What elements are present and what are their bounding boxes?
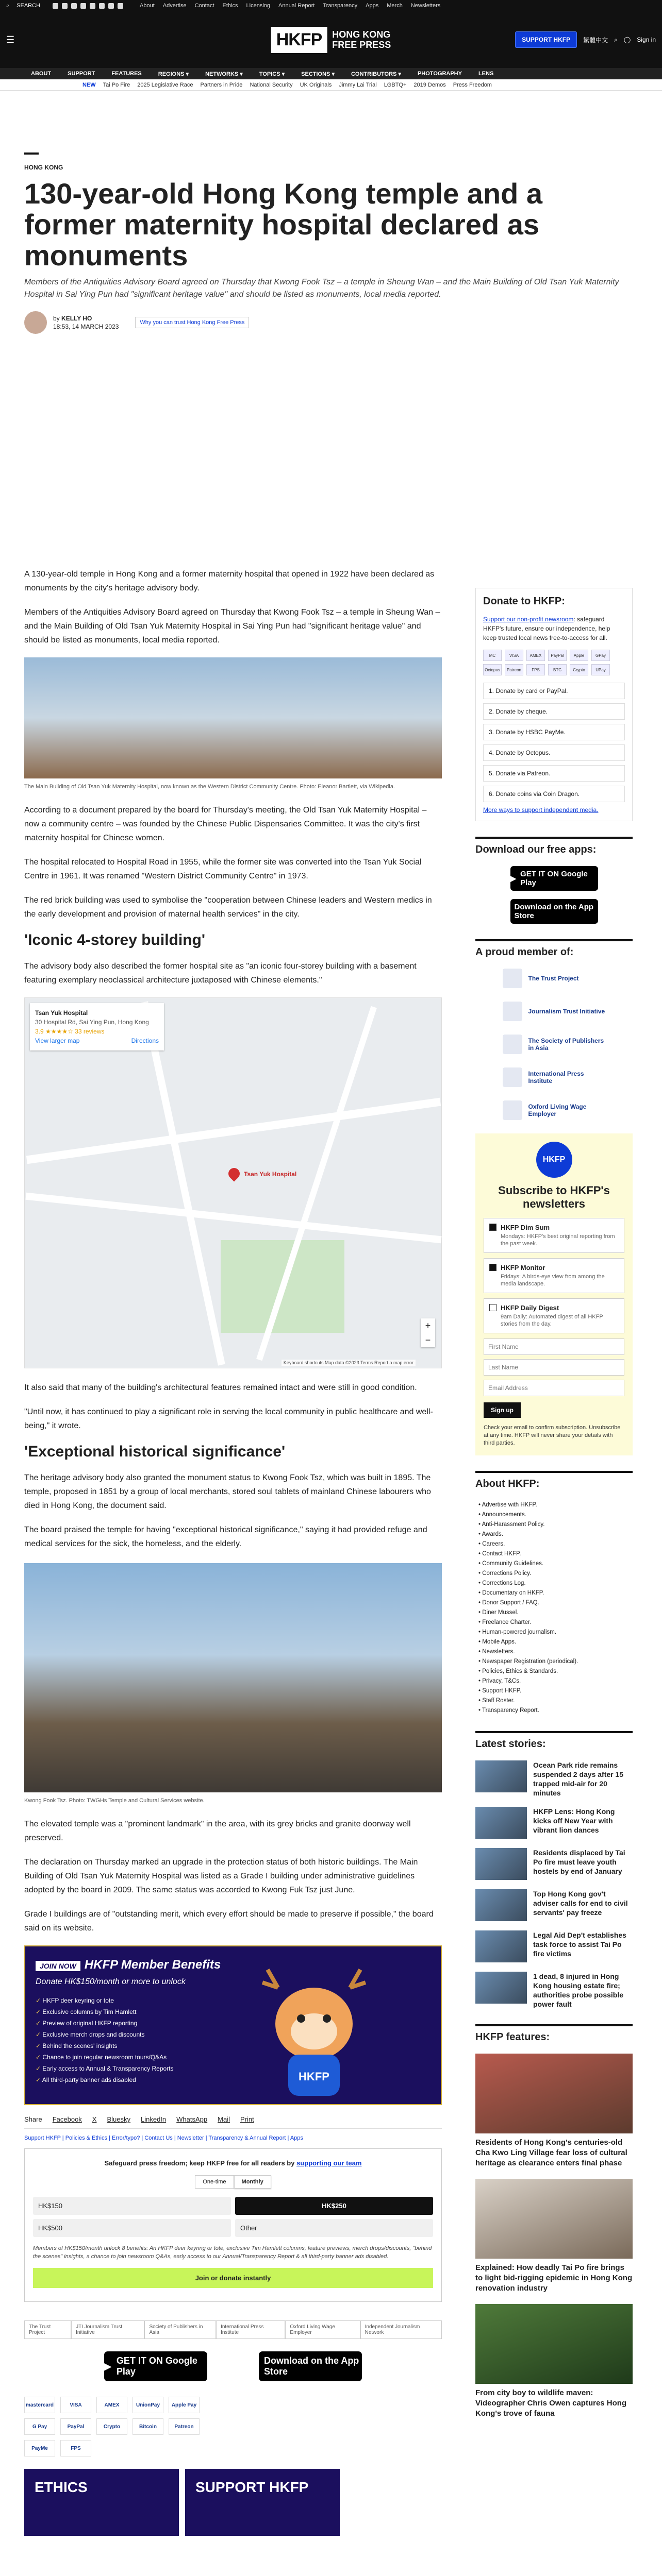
nav-about[interactable]: ABOUT xyxy=(31,71,52,77)
payment-logo[interactable]: AMEX xyxy=(96,2397,127,2413)
payment-icon: Patreon xyxy=(505,664,523,675)
google-play-label: GET IT ON Google Play xyxy=(520,870,588,887)
payment-logo[interactable]: Patreon xyxy=(169,2418,200,2435)
member-jti[interactable] xyxy=(503,1002,606,1021)
benefit-item: ✓ HKFP deer keyring or tote xyxy=(36,1995,174,2006)
signup-button[interactable]: Sign up xyxy=(484,1402,521,1418)
logo-text-line1: HONG KONG xyxy=(332,29,391,40)
payment-logo[interactable]: PayPal xyxy=(60,2418,91,2435)
latest-story[interactable] xyxy=(475,1972,633,2009)
last-name-field[interactable]: Last Name xyxy=(484,1359,624,1376)
first-name-field[interactable]: First Name xyxy=(484,1338,624,1355)
site-logo[interactable] xyxy=(271,27,391,53)
facebook-icon[interactable] xyxy=(53,3,58,9)
payment-logo[interactable]: UnionPay xyxy=(133,2397,163,2413)
map-place-card xyxy=(30,1003,164,1050)
map-place-name: Tsan Yuk Hospital xyxy=(35,1009,88,1016)
paragraph: The elevated temple was a "prominent landmark" in the area, with its grey bricks and granite doorway well preserved. xyxy=(24,1820,411,1842)
tag-link[interactable]: Partners in Pride xyxy=(200,81,243,88)
story-thumbnail xyxy=(475,1807,527,1839)
map-rating: 3.9 ★★★★☆ 33 reviews xyxy=(35,1028,105,1035)
support-team-link[interactable]: supporting our team xyxy=(296,2159,362,2167)
benefit-item: ✓ Exclusive merch drops and discounts xyxy=(36,2029,174,2040)
hospital-photo xyxy=(24,657,442,778)
tab-monthly[interactable]: Monthly xyxy=(234,2175,271,2189)
member-ipi[interactable] xyxy=(503,1067,606,1087)
nav-support[interactable]: SUPPORT xyxy=(68,71,95,77)
logo-text xyxy=(332,29,391,50)
tag-link[interactable]: Press Freedom xyxy=(453,81,492,88)
top-bar xyxy=(0,0,662,11)
nav-topics[interactable]: TOPICS ▾ xyxy=(259,71,285,77)
deer-mascot-icon xyxy=(242,1967,386,2101)
byline xyxy=(24,311,638,334)
topbar-link-transparency[interactable]: Transparency xyxy=(323,3,358,9)
member-living-wage[interactable] xyxy=(503,1100,606,1120)
benefit-item: ✓ Chance to join regular newsroom tours/Q&As xyxy=(36,2052,174,2063)
donate-option[interactable]: 1. Donate by card or PayPal. xyxy=(483,683,625,699)
map-road xyxy=(141,1001,225,1365)
tag-link[interactable]: 2025 Legislative Race xyxy=(137,81,193,88)
share-mail[interactable]: Mail xyxy=(218,2115,230,2123)
map-zoom-controls[interactable]: + − xyxy=(421,1318,435,1347)
payment-logo[interactable]: VISA xyxy=(60,2397,91,2413)
payment-icon: GPay xyxy=(591,650,610,661)
paragraph: "Until now, it has continued to play a significant role in serving the local community in public healthcare and well-being," it wrote. xyxy=(24,1408,433,1430)
tag-link[interactable]: Jimmy Lai Trial xyxy=(339,81,377,88)
latest-story[interactable] xyxy=(475,1930,633,1962)
newsletter-option[interactable] xyxy=(484,1298,624,1333)
payment-icon: Crypto xyxy=(570,664,588,675)
youtube-icon[interactable] xyxy=(80,3,86,9)
telegram-icon[interactable] xyxy=(99,3,105,9)
feature-story[interactable] xyxy=(475,2179,633,2294)
topbar-link-ethics[interactable]: Ethics xyxy=(222,3,238,9)
kicker-rule xyxy=(24,152,39,155)
benefit-item: ✓ All third-party banner ads disabled xyxy=(36,2074,174,2086)
donate-option[interactable]: 2. Donate by cheque. xyxy=(483,703,625,720)
amount-option-selected[interactable]: HK$250 xyxy=(235,2197,433,2215)
map-view-larger[interactable]: View larger map xyxy=(35,1037,80,1044)
app-store-label: Download on the App Store xyxy=(514,903,594,920)
donate-intro-text: : safeguard HKFP's future, ensure our independence, help keep trusted local news free-to-access for all. xyxy=(483,616,610,641)
latest-story[interactable] xyxy=(475,1760,633,1798)
logo-box: HKFP xyxy=(271,27,327,53)
sidebar xyxy=(475,588,633,2429)
share-facebook[interactable]: Facebook xyxy=(52,2115,82,2123)
paragraph: The board praised the temple for having "exceptional historical significance," saying it had provided refuge and medical services for the sick, the homeless, and the elderly. xyxy=(24,1526,427,1548)
share-print[interactable]: Print xyxy=(240,2115,254,2123)
about-link[interactable]: • Careers. xyxy=(478,1539,633,1549)
benefit-item: ✓ Early access to Annual & Transparency Reports xyxy=(36,2063,174,2074)
about-link[interactable]: • Donor Support / FAQ. xyxy=(478,1598,633,1608)
member-trust-project[interactable] xyxy=(503,969,606,988)
donate-option[interactable]: 5. Donate via Patreon. xyxy=(483,765,625,782)
new-label: NEW xyxy=(82,81,96,88)
feature-title: From city boy to wildlife maven: Videographer Chris Owen captures Hong Kong's trove of fauna xyxy=(475,2388,627,2418)
paragraph: Grade I buildings are of "outstanding merit, which every effort should be made to preserve if possible," the board said on its website. xyxy=(24,1910,434,1933)
topbar-link-advertise[interactable]: Advertise xyxy=(162,3,187,9)
topbar-link-merch[interactable]: Merch xyxy=(387,3,403,9)
paragraph: The hospital relocated to Hospital Road in 1955, while the former site was converted into the Tsan Yuk Social Centre in 1961. It was renamed "Western District Community Centre" in 1973. xyxy=(24,858,422,880)
topbar-link-annual-report[interactable]: Annual Report xyxy=(278,3,315,9)
article-category[interactable]: HONG KONG xyxy=(24,164,63,171)
about-link[interactable]: • Staff Roster. xyxy=(478,1696,633,1706)
article-title: 130-year-old Hong Kong temple and a former maternity hospital declared as monuments xyxy=(24,177,543,272)
share-label: Share xyxy=(24,2115,42,2123)
ipi-logo-icon xyxy=(503,1067,522,1087)
latest-story[interactable] xyxy=(475,1848,633,1880)
tag-link[interactable]: 2019 Demos xyxy=(413,81,446,88)
topbar-link-licensing[interactable]: Licensing xyxy=(246,3,270,9)
map-place-address: 30 Hospital Rd, Sai Ying Pun, Hong Kong xyxy=(35,1019,149,1026)
x-icon[interactable] xyxy=(62,3,68,9)
about-link[interactable]: • Contact HKFP. xyxy=(478,1549,633,1559)
instagram-icon[interactable] xyxy=(71,3,77,9)
donate-sidebar-intro xyxy=(483,615,625,642)
about-link[interactable]: • Corrections Log. xyxy=(478,1579,633,1588)
payment-icon: FPS xyxy=(526,664,545,675)
author-name[interactable]: KELLY HO xyxy=(61,315,92,322)
about-link[interactable]: • Advertise with HKFP. xyxy=(478,1500,633,1510)
donate-sidebar-title: Donate to HKFP: xyxy=(483,596,565,607)
living-wage-logo-icon xyxy=(503,1100,522,1120)
sidebar-app-store-button[interactable] xyxy=(510,899,598,924)
donate-widget-header xyxy=(33,2159,433,2167)
payment-icon: BTC xyxy=(548,664,567,675)
payment-icon: UPay xyxy=(591,664,610,675)
about-link[interactable]: • Diner Mussel. xyxy=(478,1608,633,1618)
temple-photo xyxy=(24,1563,442,1792)
share-bar xyxy=(24,2115,442,2129)
nav-features[interactable]: FEATURES xyxy=(111,71,142,77)
payment-icon: Octopus xyxy=(483,664,502,675)
newsletter-signup xyxy=(475,1133,633,1455)
feature-story[interactable] xyxy=(475,2054,633,2168)
story-thumbnail xyxy=(475,1760,527,1792)
payment-icon: AMEX xyxy=(526,650,545,661)
latest-section-title: Latest stories: xyxy=(475,1731,633,1750)
site-header xyxy=(0,11,662,68)
payment-icon: Apple xyxy=(570,650,588,661)
newsletter-option[interactable] xyxy=(484,1218,624,1253)
member-logo[interactable]: Independent Journalism Network xyxy=(360,2320,442,2339)
nav-lens[interactable]: LENS xyxy=(478,71,494,77)
trust-project-logo-icon xyxy=(503,969,522,988)
newsletter-option-title: HKFP Monitor xyxy=(501,1264,545,1272)
page-container xyxy=(24,152,638,2495)
more-ways-link[interactable]: More ways to support independent media. xyxy=(483,806,599,814)
about-link[interactable]: • Transparency Report. xyxy=(478,1706,633,1716)
app-download-row xyxy=(24,2351,442,2381)
main-nav xyxy=(0,68,662,79)
nav-photography[interactable]: PHOTOGRAPHY xyxy=(417,71,462,77)
map-pin-label: Tsan Yuk Hospital xyxy=(244,1171,297,1178)
payment-logo[interactable]: Bitcoin xyxy=(133,2418,163,2435)
latest-story[interactable] xyxy=(475,1889,633,1921)
email-field[interactable]: Email Address xyxy=(484,1380,624,1396)
payment-logo[interactable]: mastercard xyxy=(24,2397,55,2413)
story-title: Legal Aid Dep't establishes task force to assist Tai Po fire victims xyxy=(533,1931,626,1958)
newsletter-logo: HKFP xyxy=(536,1142,572,1178)
member-section-title: A proud member of: xyxy=(475,939,633,958)
bluesky-icon[interactable] xyxy=(118,3,123,9)
payment-logo[interactable]: FPS xyxy=(60,2440,91,2456)
feature-image xyxy=(475,2304,633,2384)
search-icon[interactable]: ⌕ xyxy=(614,36,618,43)
tag-link[interactable]: UK Originals xyxy=(300,81,332,88)
paragraph: It also said that many of the building's architectural features remained intact and were still in good condition. xyxy=(24,1383,417,1392)
membership-logos-row xyxy=(24,2320,442,2339)
bottom-banners xyxy=(24,2469,442,2536)
payment-logo[interactable]: G Pay xyxy=(24,2418,55,2435)
member-name: Oxford Living Wage Employer xyxy=(528,1103,587,1117)
join-donate-button[interactable]: Join or donate instantly xyxy=(33,2268,433,2288)
tag-link[interactable]: LGBTQ+ xyxy=(384,81,407,88)
account-icon[interactable]: ◯ xyxy=(623,36,631,43)
tag-link[interactable]: Tai Po Fire xyxy=(103,81,130,88)
latest-story[interactable] xyxy=(475,1807,633,1839)
section-heading: 'Exceptional historical significance' xyxy=(24,1443,286,1460)
topbar-link-apps[interactable]: Apps xyxy=(366,3,379,9)
donate-sidebar-box xyxy=(475,588,633,821)
donate-header-text: Safeguard press freedom; keep HKFP free for all readers by xyxy=(104,2159,297,2167)
features-section-title: HKFP features: xyxy=(475,2024,633,2043)
trending-tags xyxy=(0,79,662,91)
join-now-label[interactable]: JOIN NOW xyxy=(36,1961,80,1971)
about-link[interactable]: • Privacy, T&Cs. xyxy=(478,1676,633,1686)
promo-title-text: HKFP Member Benefits xyxy=(84,1958,221,1972)
benefits-list xyxy=(36,1995,174,2086)
member-name: Journalism Trust Initiative xyxy=(528,1008,605,1015)
feature-image xyxy=(475,2054,633,2133)
about-link[interactable]: • Community Guidelines. xyxy=(478,1559,633,1569)
search-link[interactable]: SEARCH xyxy=(16,3,41,9)
author-avatar[interactable] xyxy=(24,311,47,334)
signin-link[interactable]: Sign in xyxy=(637,36,656,43)
feature-story[interactable] xyxy=(475,2304,633,2419)
about-link[interactable]: • Anti-Harassment Policy. xyxy=(478,1520,633,1530)
search-icon[interactable]: ⌕ xyxy=(6,2,10,9)
sopa-logo-icon xyxy=(503,1035,522,1054)
member-name: The Trust Project xyxy=(528,975,579,982)
trust-badge[interactable]: Why you can trust Hong Kong Free Press xyxy=(135,317,249,328)
newsletter-option-desc: Fridays: A birds-eye view from among the media landscape. xyxy=(501,1274,605,1287)
language-link[interactable]: 繁體中文 xyxy=(583,36,608,44)
article-footer-links[interactable]: Support HKFP | Policies & Ethics | Error/typo? | Contact Us | Newsletter | Transparency & Annual Report | Apps xyxy=(24,2135,303,2141)
newsletter-option-desc: Mondays: HKFP's best original reporting from the past week. xyxy=(501,1233,615,1247)
paragraph: The red brick building was used to symbolise the "cooperation between Chinese leaders and Western medics in the early development and provision of maternal health services" in the city. xyxy=(24,896,432,919)
story-title: Ocean Park ride remains suspended 2 days after 15 trapped mid-air for 20 minutes xyxy=(533,1761,624,1797)
article-body xyxy=(24,567,442,2536)
nonprofit-link[interactable]: Support our non-profit newsroom xyxy=(483,616,574,623)
payment-icon: VISA xyxy=(505,650,523,661)
jti-logo-icon xyxy=(503,1002,522,1021)
amount-option[interactable]: HK$150 xyxy=(33,2197,231,2215)
about-link[interactable]: • Awards. xyxy=(478,1530,633,1539)
payment-icons xyxy=(483,650,625,675)
nav-regions[interactable]: REGIONS ▾ xyxy=(158,71,189,77)
newsletter-note: Check your email to confirm subscription. Unsubscribe at any time. HKFP will never share your details with third parties. xyxy=(484,1425,621,1446)
publish-date: 18:53, 14 MARCH 2023 xyxy=(53,323,119,330)
ethics-banner[interactable]: ETHICS xyxy=(24,2469,179,2536)
donate-option[interactable]: 3. Donate by HSBC PayMe. xyxy=(483,724,625,740)
paragraph: The heritage advisory body also granted the monument status to Kwong Fook Tsz, which was built in 1895. The temple, proposed in 1851 by a group of local merchants, stored soul tablets of mainland Chinese labourers who died in Hong Kong, the document said. xyxy=(24,1473,431,1510)
apps-section-title: Download our free apps: xyxy=(475,837,633,856)
about-link[interactable]: • Mobile Apps. xyxy=(478,1637,633,1647)
about-link[interactable]: • Documentary on HKFP. xyxy=(478,1588,633,1598)
member-name: The Society of Publishers in Asia xyxy=(528,1037,604,1052)
deer-shirt-label: HKFP xyxy=(299,2070,329,2083)
paragraph: A 130-year-old temple in Hong Kong and a former maternity hospital that opened in 1922 have been declared as monuments by the city's heritage advisory body. xyxy=(24,570,435,592)
nav-contributors[interactable]: CONTRIBUTORS ▾ xyxy=(351,71,401,77)
newsletter-option-desc: 9am Daily: Automated digest of all HKFP stories from the day. xyxy=(501,1314,603,1327)
app-store-button[interactable] xyxy=(259,2351,362,2381)
about-link[interactable]: • Freelance Charter. xyxy=(478,1618,633,1628)
story-title: Top Hong Kong gov't adviser calls for end to civil servants' pay freeze xyxy=(533,1890,628,1917)
about-section-title: About HKFP: xyxy=(475,1471,633,1490)
article-subtitle: Members of the Antiquities Advisory Board agreed on Thursday that Kwong Fook Tsz – a temple in Sheung Wan – and the Main Building of Old Tsan Yuk Maternity Hospital in Sai Ying Pun had "significant heritage value" and should be listed as monuments, local media reported. xyxy=(24,278,619,299)
map-footer: Keyboard shortcuts Map data ©2023 Terms Report a map error xyxy=(282,1360,416,1366)
promo-subtitle: Donate HK$150/month or more to unlock xyxy=(36,1977,186,1986)
about-link[interactable]: • Corrections Policy. xyxy=(478,1569,633,1579)
member-name: International Press Institute xyxy=(528,1070,584,1084)
feature-title: Explained: How deadly Tai Po fire brings to light bid-rigging epidemic in Hong Kong renovation industry xyxy=(475,2263,633,2293)
donate-option[interactable]: 4. Donate by Octopus. xyxy=(483,744,625,761)
share-linkedin[interactable]: LinkedIn xyxy=(141,2115,167,2123)
checkbox[interactable] xyxy=(489,1304,496,1311)
story-thumbnail xyxy=(475,1848,527,1880)
nav-networks[interactable]: NETWORKS ▾ xyxy=(205,71,243,77)
map-road xyxy=(26,1098,441,1164)
payment-icon: PayPal xyxy=(548,650,567,661)
tab-one-time[interactable]: One-time xyxy=(195,2175,234,2189)
newsletter-option-title: HKFP Dim Sum xyxy=(501,1224,550,1231)
story-title: Residents displaced by Tai Po fire must leave youth hostels by end of January xyxy=(533,1849,625,1875)
photo-caption: The Main Building of Old Tsan Yuk Maternity Hospital, now known as the Western District Community Centre. Photo: Eleanor Bartlett, via Wikipedia. xyxy=(24,784,395,790)
story-title: HKFP Lens: Hong Kong kicks off New Year with vibrant lion dances xyxy=(533,1807,615,1834)
paragraph: According to a document prepared by the board for Thursday's meeting, the Old Tsan Yuk Maternity Hospital – now a community centre – was founded by the Chinese Public Dispensaries Committee. It was the city's first maternity hospital for Chinese women. xyxy=(24,806,427,842)
app-store-label: Download on the App Store xyxy=(264,2355,359,2377)
member-benefits-banner[interactable] xyxy=(24,1945,442,2105)
play-icon: ▶ xyxy=(104,2361,111,2371)
play-icon: ▶ xyxy=(510,874,517,883)
payment-methods xyxy=(24,2397,220,2456)
photo-caption: Kwong Fook Tsz. Photo: TWGHs Temple and Cultural Services website. xyxy=(24,1798,205,1804)
feature-image xyxy=(475,2179,633,2259)
checkbox-checked[interactable] xyxy=(489,1264,496,1271)
about-link[interactable]: • Human-powered journalism. xyxy=(478,1628,633,1637)
menu-icon[interactable]: ☰ xyxy=(6,34,15,45)
payment-icon: MC xyxy=(483,650,502,661)
story-title: 1 dead, 8 injured in Hong Kong housing estate fire; authorities probe possible power fault xyxy=(533,1972,624,2008)
benefit-item: ✓ Preview of original HKFP reporting xyxy=(36,2018,174,2029)
support-banner[interactable]: SUPPORT HKFP xyxy=(185,2469,340,2536)
checkbox-checked[interactable] xyxy=(489,1224,496,1231)
about-link[interactable]: • Policies, Ethics & Standards. xyxy=(478,1667,633,1676)
donate-widget xyxy=(24,2148,442,2302)
paragraph: The declaration on Thursday marked an upgrade in the protection status of both historic buildings. The Main Building of Old Tsan Yuk Maternity Hospital was listed as a Grade I building under administrative guidelines adopted by the board in 2009. The same status was accorded to Kwong Fuk Tsz just June. xyxy=(24,1858,418,1894)
payment-logo[interactable]: Apple Pay xyxy=(169,2397,200,2413)
share-bluesky[interactable]: Bluesky xyxy=(107,2115,130,2123)
story-thumbnail xyxy=(475,1972,527,2004)
donate-note: Members of HK$150/month unlock 8 benefits: An HKFP deer keyring or tote, exclusive Tim Hamlett columns, feature previews, merch drops/discounts, "behind the scenes" insights, a chance to join newsroom Q&As, early access to our Annual/Transparency Report & all third-party banner ads disabled. xyxy=(33,2245,432,2260)
linkedin-icon[interactable] xyxy=(108,3,114,9)
story-thumbnail xyxy=(475,1930,527,1962)
sidebar-google-play-button[interactable] xyxy=(510,866,598,891)
member-logo[interactable]: Oxford Living Wage Employer xyxy=(285,2320,360,2339)
newsletter-option-title: HKFP Daily Digest xyxy=(501,1304,559,1312)
paragraph: The advisory body also described the former hospital site as "an iconic four-storey building with a basement featuring exemplary neoclassical architecture juxtaposed with Chinese elements." xyxy=(24,962,417,985)
donate-option[interactable]: 6. Donate coins via Coin Dragon. xyxy=(483,786,625,802)
google-play-button[interactable] xyxy=(104,2351,207,2381)
topbar-link-about[interactable]: About xyxy=(140,3,155,9)
member-logo[interactable]: JTI Journalism Trust Initiative xyxy=(71,2320,144,2339)
section-heading: 'Iconic 4-storey building' xyxy=(24,931,205,948)
map-road xyxy=(25,1193,441,1244)
newsletter-option[interactable] xyxy=(484,1258,624,1293)
newsletter-title: Subscribe to HKFP's newsletters xyxy=(498,1184,610,1210)
member-logo[interactable]: International Press Institute xyxy=(216,2320,285,2339)
about-link[interactable]: • Newsletters. xyxy=(478,1647,633,1657)
about-link[interactable]: • Newspaper Registration (periodical). xyxy=(478,1657,633,1667)
threads-icon[interactable] xyxy=(90,3,95,9)
logo-text-line2: FREE PRESS xyxy=(332,40,391,50)
amount-option-other[interactable]: Other xyxy=(235,2219,433,2237)
topbar-link-contact[interactable]: Contact xyxy=(194,3,214,9)
byline-prefix: by xyxy=(53,315,60,322)
amount-options xyxy=(33,2197,433,2237)
about-link[interactable]: • Support HKFP. xyxy=(478,1686,633,1696)
nav-sections[interactable]: SECTIONS ▾ xyxy=(301,71,335,77)
benefit-item: ✓ Behind the scenes' insights xyxy=(36,2040,174,2052)
member-sopa[interactable] xyxy=(503,1035,606,1054)
map-pin-icon[interactable] xyxy=(226,1165,242,1181)
support-hkfp-button[interactable]: SUPPORT HKFP xyxy=(515,31,577,48)
frequency-tabs xyxy=(33,2175,433,2189)
paragraph: Members of the Antiquities Advisory Board agreed on Thursday that Kwong Fook Tsz – a temple in Sheung Wan – and the Main Building of Old Tsan Yuk Maternity Hospital in Sai Ying Pun had "significant heritage value" and should be listed as monuments, local media reported. xyxy=(24,608,440,645)
payment-logo[interactable]: Crypto xyxy=(96,2418,127,2435)
topbar-link-newsletters[interactable]: Newsletters xyxy=(410,3,441,9)
google-play-label: GET IT ON Google Play xyxy=(116,2355,197,2377)
map-directions[interactable]: Directions xyxy=(131,1037,159,1044)
promo-title xyxy=(36,1958,221,1972)
embedded-map[interactable] xyxy=(24,997,442,1368)
share-whatsapp[interactable]: WhatsApp xyxy=(176,2115,208,2123)
tag-link[interactable]: National Security xyxy=(250,81,293,88)
member-logo[interactable]: Society of Publishers in Asia xyxy=(144,2320,216,2339)
amount-option[interactable]: HK$500 xyxy=(33,2219,231,2237)
feature-title: Residents of Hong Kong's centuries-old Cha Kwo Ling Village fear loss of cultural heritage as clearance enters final phase xyxy=(475,2138,627,2167)
about-link[interactable]: • Announcements. xyxy=(478,1510,633,1520)
story-thumbnail xyxy=(475,1889,527,1921)
benefit-item: ✓ Exclusive columns by Tim Hamlett xyxy=(36,2006,174,2018)
payment-logo[interactable]: PayMe xyxy=(24,2440,55,2456)
member-logo[interactable]: The Trust Project xyxy=(24,2320,71,2339)
share-x[interactable]: X xyxy=(92,2115,97,2123)
social-icons xyxy=(53,3,123,9)
about-links xyxy=(475,1500,633,1716)
